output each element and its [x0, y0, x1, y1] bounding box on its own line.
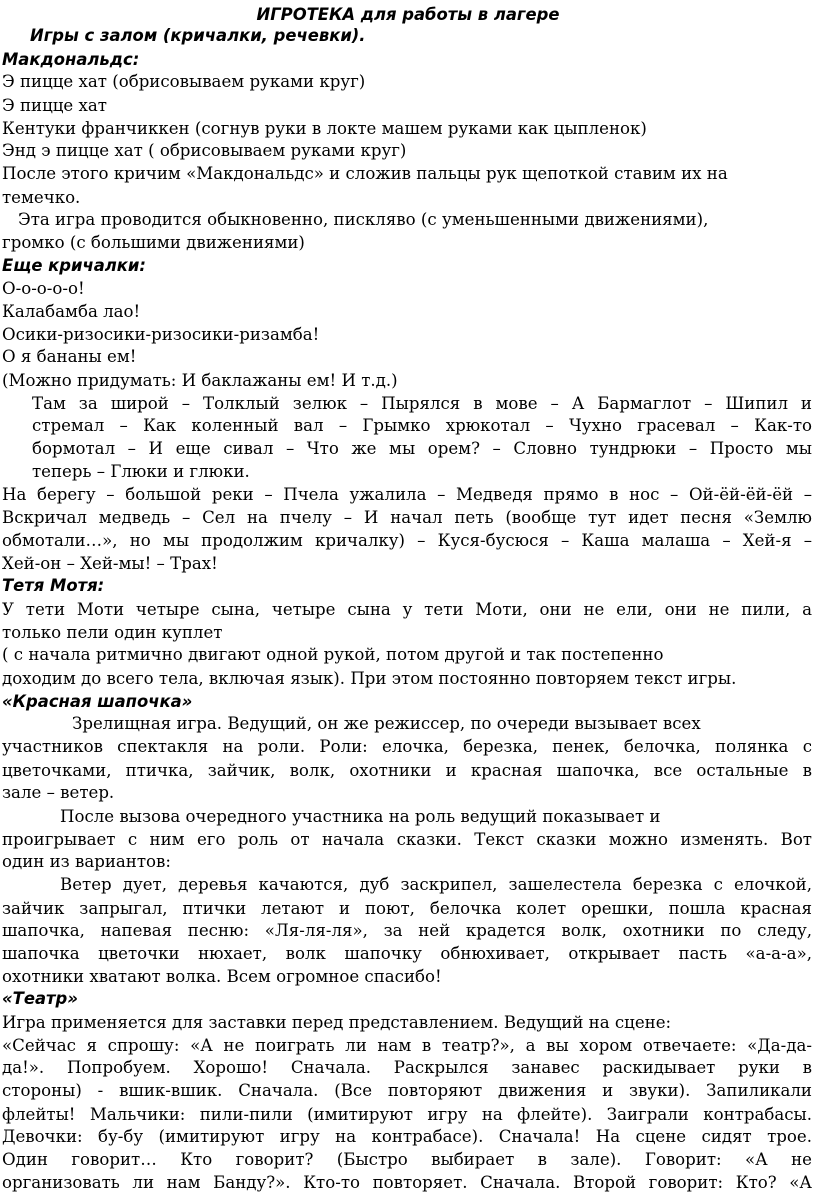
text-line: доходим до всего тела, включая язык). При этом постоянно повторяем текст игры. [2, 668, 737, 688]
text-line: «Красная шапочка» [2, 691, 193, 711]
text-line: Э пицце хат [2, 96, 107, 115]
text-line: «Театр» [2, 989, 78, 1009]
text-line: бормотал – И еще сивал – Что же мы орем? – Словно тундрюки – Просто мы [32, 439, 812, 459]
text-line: После вызова очередного участника на роль ведущий показывает и [60, 806, 661, 826]
text-line: цветочками, птичка, зайчик, волк, охотники и красная шапочка, все остальные в [2, 760, 812, 780]
text-line: обмотали…», но мы продолжим кричалку) – Куся-бусюся – Каша малаша – Хей-я – [2, 530, 812, 550]
text-line: проигрывает с ним его роль от начала сказки. Текст сказки можно изменять. Вот [2, 829, 812, 849]
text-line: Там за широй – Толклый зелюк – Пырялся в мове – А Бармаглот – Шипил и [32, 393, 812, 413]
text-line: Калабамба лао! [2, 302, 141, 322]
text-line: Эта игра проводится обыкновенно, пискляво (с уменьшенными движениями), [18, 210, 709, 230]
text-line: зайчик запрыгал, птички летают и поют, белочка колет орешки, пошла красная [2, 898, 812, 918]
text-line: Еще кричалки: [2, 255, 146, 275]
text-line: После этого кричим «Макдональдс» и сложив пальцы рук щепоткой ставим их на [2, 164, 728, 184]
text-line: Кентуки франчиккен (согнув руки в локте машем руками как цыпленок) [2, 118, 647, 138]
text-line: флейты! Мальчики: пили-пили (имитируют игру на флейте). Заиграли контрабасы. [2, 1104, 812, 1124]
text-line: только пели один куплет [2, 622, 223, 642]
text-line: участников спектакля на роли. Роли: елочка, березка, пенек, белочка, полянка с [2, 736, 812, 756]
text-line: На берегу – большой реки – Пчела ужалила – Медведя прямо в нос – Ой-ёй-ёй-ёй – [2, 485, 812, 505]
text-line: шапочка, напевая песню: «Ля-ля-ля», за ней крадется волк, охотники по следу, [2, 921, 812, 941]
text-line: О-о-о-о-о! [2, 279, 85, 299]
document-title: ИГРОТЕКА для работы в лагере [256, 5, 560, 24]
text-line: темечко. [2, 187, 81, 207]
text-line: организовать ли нам Банду?». Кто-то повторяет. Сначала. Второй говорит: Кто? «А [2, 1172, 812, 1192]
text-line: Энд э пицце хат ( обрисовываем руками круг) [2, 141, 407, 161]
text-line: да!». Попробуем. Хорошо! Сначала. Раскрылся занавес раскидывает руки в [2, 1058, 812, 1078]
text-line: Ветер дует, деревья качаются, дуб заскрипел, зашелестела березка с елочкой, [60, 874, 812, 894]
text-line: Игры с залом (кричалки, речевки). [30, 26, 366, 45]
text-line: Зрелищная игра. Ведущий, он же режиссер, по очереди вызывает всех [72, 714, 701, 734]
text-line: ( с начала ритмично двигают одной рукой, потом другой и так постепенно [2, 645, 664, 665]
text-line: охотники хватают волка. Всем огромное спасибо! [2, 966, 442, 986]
text-line: Игра применяется для заставки перед представлением. Ведущий на сцене: [2, 1012, 672, 1032]
text-line: Осики-ризосики-ризосики-ризамба! [2, 324, 320, 344]
text-line: зале – ветер. [2, 783, 115, 803]
text-line: Хей-он – Хей-мы! – Трах! [2, 553, 218, 573]
text-line: Э пицце хат (обрисовываем руками круг) [2, 72, 366, 92]
text-line: один из вариантов: [2, 852, 171, 872]
text-line: шапочка цветочки нюхает, волк шапочку обнюхивает, открывает пасть «а-а-а», [2, 943, 812, 963]
text-line: Один говорит… Кто говорит? (Быстро выбирает в зале). Говорит: «А не [2, 1150, 812, 1170]
text-line: Тетя Мотя: [2, 576, 105, 596]
text-line: Девочки: бу-бу (имитируют игру на контрабасе). Сначала! На сцене сидят трое. [2, 1127, 812, 1147]
text-line: стороны) - вшик-вшик. Сначала. (Все повторяют движения и звуки). Запиликали [2, 1081, 812, 1100]
text-line: теперь – Глюки и глюки. [32, 461, 250, 481]
text-line: У тети Моти четыре сына, четыре сына у тети Моти, они не ели, они не пили, а [2, 599, 812, 619]
text-line: (Можно придумать: И баклажаны ем! И т.д.) [2, 371, 398, 391]
text-line: громко (с большими движениями) [2, 233, 305, 253]
text-line: «Сейчас я спрошу: «А не поиграть ли нам в театр?», а вы хором отвечаете: «Да-да- [2, 1035, 812, 1055]
text-line: стремал – Как коленный вал – Грымко хрюкотал – Чухно грасевал – Как-то [32, 416, 812, 436]
text-line: Вскричал медведь – Сел на пчелу – И начал петь (вообще тут идет песня «Землю [2, 508, 812, 528]
text-line: Макдональдс: [2, 49, 140, 69]
text-line: О я бананы ем! [2, 347, 137, 367]
